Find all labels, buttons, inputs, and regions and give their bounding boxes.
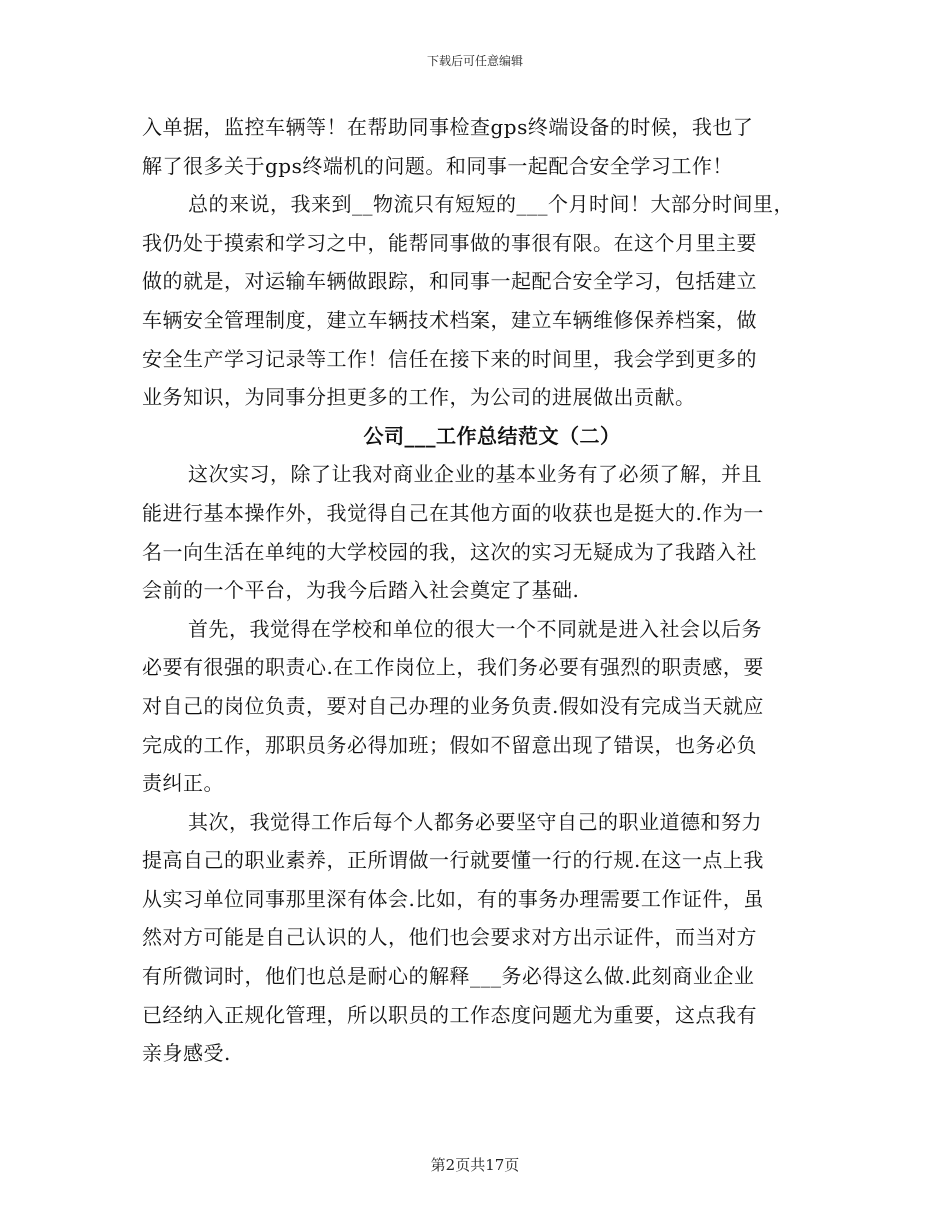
section-title: 公司___工作总结范文（二）: [363, 423, 621, 448]
text-line: 从实习单位同事那里深有体会.比如，有的事务办理需要工作证件，虽: [142, 886, 764, 911]
paragraph-start-line: 首先，我觉得在学校和单位的很大一个不同就是进入社会以后务: [188, 616, 762, 641]
paragraph-start-line: 其次，我觉得工作后每个人都务必要坚守自己的职业道德和努力: [188, 809, 762, 834]
text-line: 做的就是，对运输车辆做跟踪，和同事一起配合安全学习，包括建立: [142, 269, 757, 294]
paragraph-start-line: 这次实习，除了让我对商业企业的基本业务有了必须了解，并且: [188, 462, 762, 487]
text-line: 业务知识，为同事分担更多的工作，为公司的进展做出贡献。: [142, 385, 696, 410]
page-number-footer: 第2页共17页: [430, 1156, 520, 1174]
text-line: 亲身感受.: [142, 1041, 231, 1066]
text-line: 已经纳入正规化管理，所以职员的工作态度问题尤为重要，这点我有: [142, 1002, 757, 1027]
text-line: 名一向生活在单纯的大学校园的我，这次的实习无疑成为了我踏入社: [142, 539, 757, 564]
text-line: 完成的工作，那职员务必得加班；假如不留意出现了错误，也务必负: [142, 732, 757, 757]
text-line: 安全生产学习记录等工作！信任在接下来的时间里，我会学到更多的: [142, 346, 757, 371]
page-header: 下载后可任意编辑: [426, 54, 523, 68]
text-line: 能进行基本操作外，我觉得自己在其他方面的收获也是挺大的.作为一: [142, 500, 764, 525]
text-line: 有所微词时，他们也总是耐心的解释___务必得这么做.此刻商业企业: [142, 964, 755, 989]
document-body: [142, 108, 822, 1073]
text-line: 必要有很强的职责心.在工作岗位上，我们务必要有强烈的职责感，要: [142, 655, 764, 680]
text-line: 车辆安全管理制度，建立车辆技术档案，建立车辆维修保养档案，做: [142, 307, 757, 332]
text-line: 入单据，监控车辆等！在帮助同事检查gps终端设备的时候，我也了: [142, 115, 754, 139]
text-line: 我仍处于摸索和学习之中，能帮同事做的事很有限。在这个月里主要: [142, 230, 757, 255]
text-line: 提高自己的职业素养，正所谓做一行就要懂一行的行规.在这一点上我: [142, 848, 764, 873]
text-line: 对自己的岗位负责，要对自己办理的业务负责.假如没有完成当天就应: [142, 693, 764, 718]
text-line: 解了很多关于gps终端机的问题。和同事一起配合安全学习工作！: [142, 153, 733, 178]
text-line: 责纠正。: [142, 771, 224, 796]
text-line: 然对方可能是自己认识的人，他们也会要求对方出示证件，而当对方: [142, 925, 757, 950]
paragraph-start-line: 总的来说，我来到__物流只有短短的___个月时间！大部分时间里，: [188, 192, 794, 217]
text-line: 会前的一个平台，为我今后踏入社会奠定了基础.: [142, 578, 580, 603]
